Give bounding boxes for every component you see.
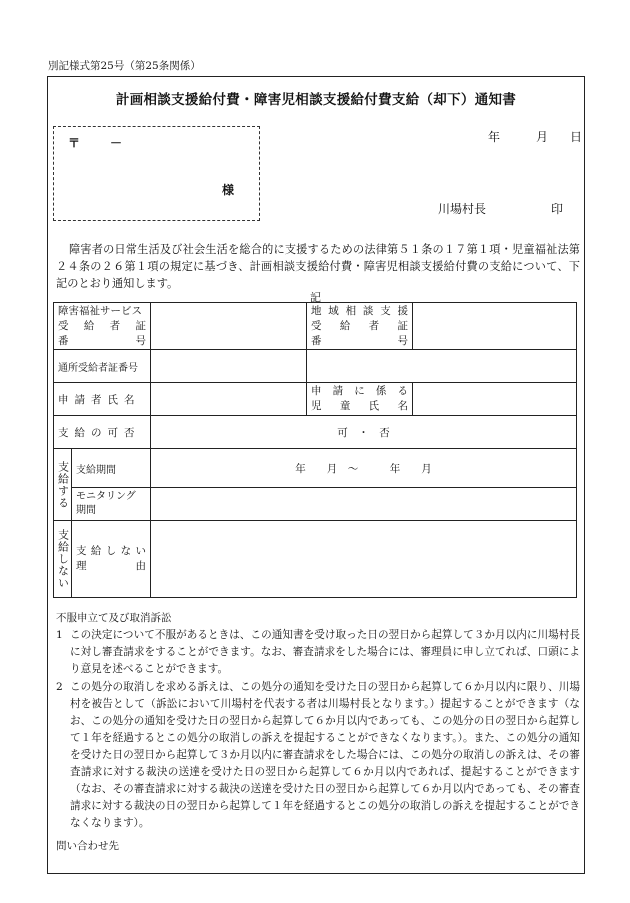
monitoring-field[interactable] [151, 488, 577, 521]
monitoring-label-l1: モニタリング [76, 491, 136, 502]
notice-item-1 [56, 627, 580, 678]
approval-choice[interactable]: 可 ・ 否 [151, 416, 577, 449]
intro-paragraph: 障害者の日常生活及び社会生活を総合的に支援するための法律第５１条の１７第１項・児童福祉法第２４条の２６第１項の規定に基づき、計画相談支援給付費・障害児相談支援給付費の支給について、下記のとおり通知します。 [56, 243, 580, 290]
issuer-name: 川場村長 [438, 202, 487, 216]
child-name-label-l1: 申請に係る [311, 385, 408, 397]
community-cert-label-l1: 地域相談支援 [311, 304, 408, 317]
date-month: 月 [536, 130, 549, 144]
record-marker: 記 [310, 291, 321, 304]
form-reference: 別記様式第25号（第25条関係） [48, 60, 201, 72]
service-cert-label [54, 303, 151, 350]
reason-label-l1: 支給しない [76, 545, 146, 557]
applicant-row [54, 383, 577, 416]
notice-item-1-number: 1 [56, 629, 63, 641]
monitoring-label [72, 488, 151, 521]
date-day: 日 [570, 130, 583, 144]
grant-period-label: 支給期間 [72, 449, 151, 488]
postal-code-line [68, 134, 122, 151]
service-cert-label-l1: 障害福祉サービス [58, 304, 142, 317]
notice-item-1-text: この決定について不服があるときは、この通知書を受け取った日の翌日から起算して３か月以内に川場村長に対し審査請求をすることができます。なお、審査請求をした場合には、審理員に申し立てれば、口頭により意見を述べることができます。 [70, 629, 580, 675]
facility-cert-digits[interactable] [151, 350, 307, 383]
service-cert-digits[interactable] [151, 303, 307, 350]
not-grant-group-label: 支給しない [54, 521, 72, 598]
grant-group-label: 支給する [54, 449, 72, 521]
grant-period-field[interactable]: 年 月 ～ 年 月 [151, 449, 577, 488]
notice-heading: 不服申立て及び取消訴訟 [56, 612, 172, 624]
notice-item-2 [56, 679, 580, 832]
postal-dash: － [110, 136, 123, 150]
community-cert-label [307, 303, 413, 350]
reason-field[interactable] [151, 521, 577, 598]
seal-mark: 印 [551, 202, 564, 216]
applicant-name-field[interactable] [151, 383, 307, 416]
reason-label-l2: 理由 [76, 560, 146, 572]
facility-cert-blank [307, 350, 577, 383]
notice-item-2-text: この処分の取消しを求める訴えは、この処分の通知を受けた日の翌日から起算して６か月以内に限り、川場村を被告として（訴訟において川場村を代表する者は川場村長となります。）提起することができます（なお、この処分の通知を受けた日の翌日から起算して６か月以内であっても、この処分の日の翌日から起算して１年を経過するとこの処分の取消しの訴えを提起することができなくなります。）。また、この処分の通知を受けた日の翌日から起算して３か月以内に審査請求をした場合には、この処分の取消しの訴えは、その審査請求に対する裁決の送達を受けた日の翌日から起算して６か月以内であれば、提起することができます（なお、その審査請求に対する裁決の送達を受けた日の翌日から起算して６か月以内であっても、その審査請求に対する裁決の日の翌日から起算して１年を経過するとこの処分の取消しの訴えを提起することができなくなります）。 [70, 681, 580, 829]
applicant-name-label: 申請者氏名 [54, 383, 151, 416]
child-name-label-l2: 児童氏名 [311, 400, 408, 412]
grant-period-row [54, 449, 577, 488]
cert-number-row [54, 303, 577, 350]
approval-row [54, 416, 577, 449]
community-cert-digits[interactable] [413, 303, 577, 350]
facility-cert-row [54, 350, 577, 383]
approval-label: 支給の可否 [54, 416, 151, 449]
service-cert-label-l2: 受給者証 [58, 319, 146, 332]
facility-cert-label: 通所受給者証番号 [54, 350, 151, 383]
service-cert-label-l3: 番号 [58, 334, 146, 347]
child-name-label [307, 383, 413, 416]
child-name-field[interactable] [413, 383, 577, 416]
contact-label: 問い合わせ先 [56, 840, 119, 852]
not-grant-row [54, 521, 577, 598]
info-table [53, 302, 577, 598]
postal-mark: 〒 [68, 136, 81, 150]
notice-item-2-number: 2 [56, 681, 63, 693]
date-year: 年 [488, 130, 501, 144]
monitoring-row [54, 488, 577, 521]
addressee-honorific: 様 [222, 183, 235, 197]
reason-label [72, 521, 151, 598]
document-title: 計画相談支援給付費・障害児相談支援給付費支給（却下）通知書 [115, 92, 517, 108]
monitoring-label-l2: 期間 [76, 505, 96, 516]
community-cert-label-l3: 番号 [311, 334, 408, 347]
community-cert-label-l2: 受給者証 [311, 319, 408, 332]
